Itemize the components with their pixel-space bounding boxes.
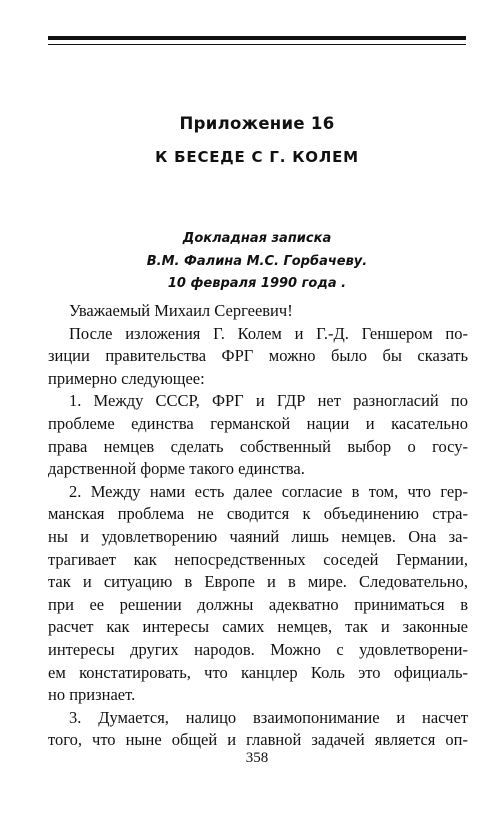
memo-line: 10 февраля 1990 года . — [167, 276, 347, 292]
body-line: интересы других народов. Можно с удовлетворени- — [48, 639, 468, 659]
appendix-title: Приложение 16 — [179, 114, 335, 133]
body-line: проблеме единства германской нации и касательно — [48, 413, 468, 433]
body-line: дарственной форме такого единства. — [48, 459, 305, 479]
body-line: но признает. — [48, 685, 136, 705]
page-number: 358 — [245, 750, 269, 766]
body-line: зиции правительства ФРГ можно было бы сказать — [48, 346, 468, 366]
body-line: при ее решении должны адекватно приниматься в — [48, 594, 468, 614]
header-rule-thick — [48, 36, 466, 40]
memo-header — [48, 229, 466, 297]
body-line: манская проблема не сводится к объединению стра- — [48, 504, 468, 524]
body-line: 2. Между нами есть далее согласие в том, что гер- — [69, 481, 468, 501]
document-body — [48, 300, 468, 752]
body-line: примерно следующее: — [48, 368, 205, 388]
body-line: того, что ныне общей и главной задачей является оп- — [48, 730, 468, 750]
body-line: 3. Думается, налицо взаимопонимание и насчет — [69, 707, 468, 727]
body-line: права немцев сделать собственный выбор о госу- — [48, 436, 468, 456]
body-line: расчет как интересы самих немцев, так и законные — [48, 617, 468, 637]
memo-line: Докладная записка — [182, 231, 332, 246]
body-line: ем констатировать, что канцлер Коль это официаль- — [48, 662, 468, 682]
body-line: ны и удовлетворению чаяний лишь немцев. Она за- — [48, 526, 468, 546]
body-line: После изложения Г. Колем и Г.-Д. Геншером по- — [69, 323, 468, 343]
memo-line: В.М. Фалина М.С. Горбачеву. — [146, 253, 368, 269]
header-rule-thin — [48, 44, 466, 45]
appendix-subtitle: К БЕСЕДЕ С Г. КОЛЕМ — [155, 148, 359, 166]
body-line: так и ситуацию в Европе и в мире. Следовательно, — [48, 572, 468, 592]
body-line: трагивает как непосредственных соседей Германии, — [48, 549, 468, 569]
salutation: Уважаемый Михаил Сергеевич! — [69, 301, 293, 320]
body-line: 1. Между СССР, ФРГ и ГДР нет разногласий по — [69, 391, 468, 411]
